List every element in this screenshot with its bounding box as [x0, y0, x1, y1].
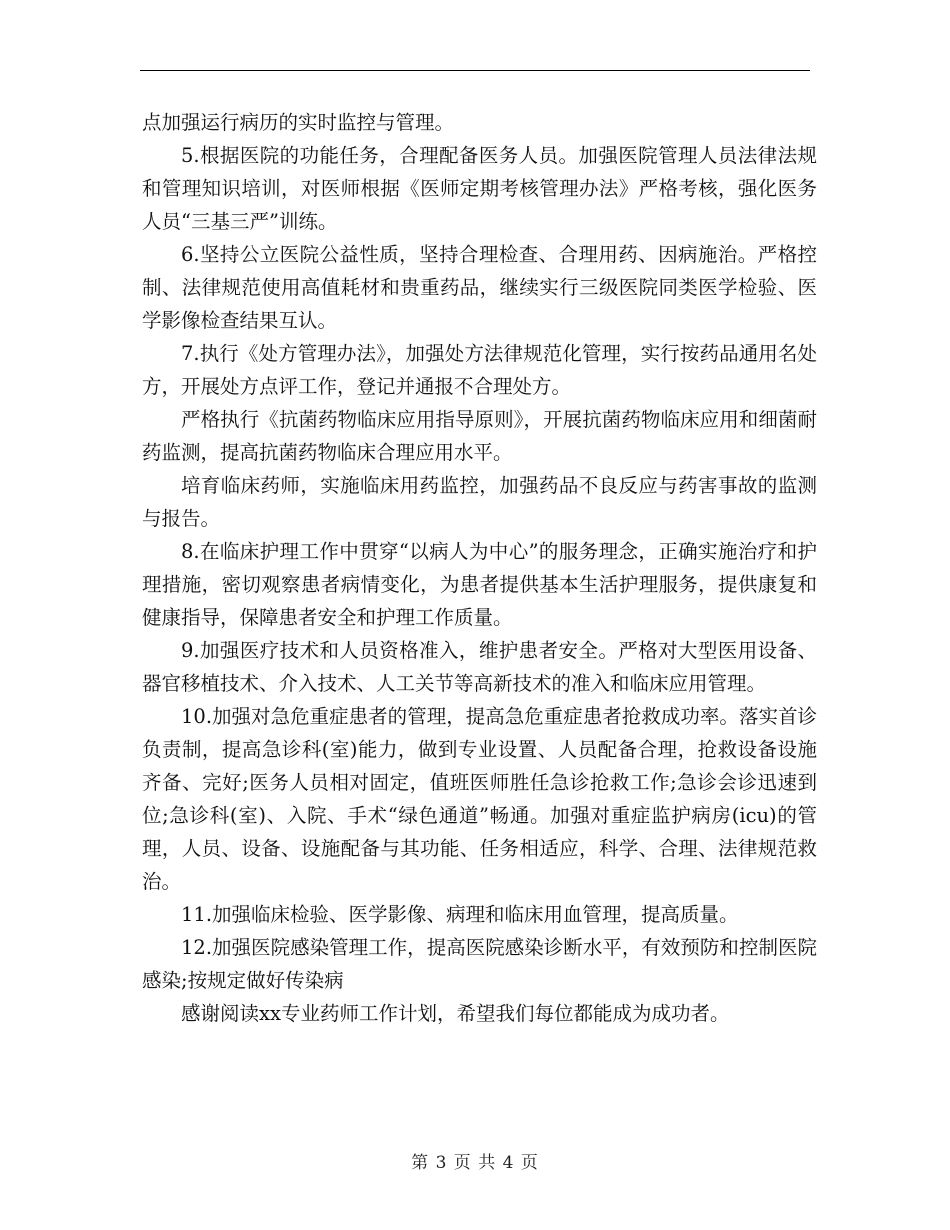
paragraph: 8.在临床护理工作中贯穿“以病人为中心”的服务理念，正确实施治疗和护理措施，密切观察患者病情变化，为患者提供基本生活护理服务，提供康复和健康指导，保障患者安全和护理工作质量。	[142, 540, 817, 629]
paragraph: 10.加强对急危重症患者的管理，提高急危重症患者抢救成功率。落实首诊负责制，提高急诊科(室)能力，做到专业设置、人员配备合理，抢救设备设施齐备、完好;医务人员相对固定，值班医师胜任急诊抢救工作;急诊会诊迅速到位;急诊科(室)、入院、手术“绿色通道”畅通。加强对重症监护病房(icu)的管理，人员、设备、设施配备与其功能、任务相适应，科学、合理、法律规范救治。	[142, 705, 817, 893]
paragraph: 培育临床药师，实施临床用药监控，加强药品不良反应与药害事故的监测与报告。	[142, 474, 817, 530]
paragraph: 6.坚持公立医院公益性质，坚持合理检查、合理用药、因病施治。严格控制、法律规范使用高值耗材和贵重药品，继续实行三级医院同类医学检验、医学影像检查结果互认。	[142, 243, 817, 332]
page-number-footer: 第 3 页 共 4 页	[411, 1153, 539, 1173]
paragraph: 感谢阅读xx专业药师工作计划，希望我们每位都能成为成功者。	[181, 1002, 730, 1025]
paragraph: 12.加强医院感染管理工作，提高医院感染诊断水平，有效预防和控制医院感染;按规定做好传染病	[142, 936, 817, 992]
paragraph: 11.加强临床检验、医学影像、病理和临床用血管理，提高质量。	[181, 903, 739, 926]
paragraph: 5.根据医院的功能任务，合理配备医务人员。加强医院管理人员法律法规和管理知识培训，对医师根据《医师定期考核管理办法》严格考核，强化医务人员“三基三严”训练。	[142, 144, 817, 233]
paragraph: 9.加强医疗技术和人员资格准入，维护患者安全。严格对大型医用设备、器官移植技术、介入技术、人工关节等高新技术的准入和临床应用管理。	[142, 639, 817, 695]
header-rule	[140, 70, 810, 71]
paragraph: 点加强运行病历的实时监控与管理。	[142, 111, 455, 134]
document-body	[142, 106, 817, 1030]
paragraph: 严格执行《抗菌药物临床应用指导原则》，开展抗菌药物临床应用和细菌耐药监测，提高抗菌药物临床合理应用水平。	[142, 408, 817, 464]
paragraph: 7.执行《处方管理办法》，加强处方法律规范化管理，实行按药品通用名处方，开展处方点评工作，登记并通报不合理处方。	[142, 342, 817, 398]
